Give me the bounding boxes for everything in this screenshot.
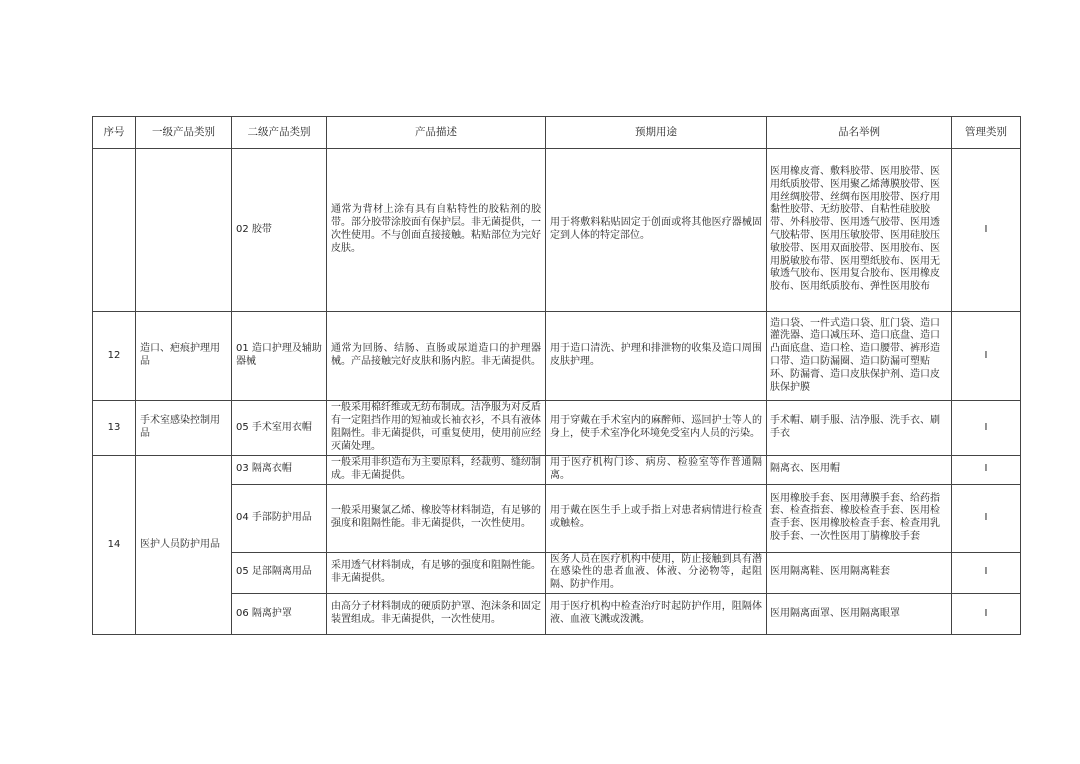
use-cell: 用于穿戴在手术室内的麻醉师、巡回护士等人的身上，使手术室净化环境免受室内人员的污染。 [546,401,767,456]
level2-cell: 05 足部隔离用品 [232,552,327,593]
header-management-class: 管理类别 [952,117,1021,149]
description-cell: 采用透气材料制成，有足够的强度和阻隔性能。非无菌提供。 [327,552,546,593]
level2-cell: 06 隔离护罩 [232,593,327,634]
header-intended-use: 预期用途 [546,117,767,149]
examples-cell: 隔离衣、医用帽 [767,456,952,485]
use-cell: 用于戴在医生手上或手指上对患者病情进行检查或触检。 [546,484,767,552]
use-cell: 医务人员在医疗机构中使用，防止接触到具有潜在感染性的患者血液、体液、分泌物等，起阻隔、防护作用。 [546,552,767,593]
class-cell: I [952,484,1021,552]
class-cell: I [952,552,1021,593]
serial-cell: 14 [93,456,136,635]
examples-cell: 医用橡胶手套、医用薄膜手套、给药指套、检查指套、橡胶检查手套、医用检查手套、医用橡胶检查手套、检查用乳胶手套、一次性医用丁腈橡胶手套 [767,484,952,552]
level2-cell: 02 胶带 [232,149,327,312]
description-cell: 通常为背材上涂有具有自粘特性的胶粘剂的胶带。部分胶带涂胶面有保护层。非无菌提供，一次性使用。不与创面直接接触。粘贴部位为完好皮肤。 [327,149,546,312]
level2-cell: 01 造口护理及辅助器械 [232,312,327,401]
examples-cell: 医用橡皮膏、敷料胶带、医用胶带、医用纸质胶带、医用聚乙烯薄膜胶带、医用丝绸胶带、丝绸布医用胶带、医疗用黏性胶带、无纺胶带、自粘性硅胶胶带、外科胶带、医用透气胶带、医用透气胶粘带、医用压敏胶带、医用硅胶压敏胶带、医用双面胶带、医用胶布、医用脱敏胶布带、医用塑纸胶布、医用无敏透气胶布、医用复合胶布、医用橡皮胶布、医用纸质胶布、弹性医用胶布 [767,149,952,312]
header-row [93,117,1021,149]
description-cell: 一般采用聚氯乙烯、橡胶等材料制造，有足够的强度和阻隔性能。非无菌提供，一次性使用。 [327,484,546,552]
description-cell: 通常为回肠、结肠、直肠或尿道造口的护理器械。产品接触完好皮肤和肠内腔。非无菌提供。 [327,312,546,401]
description-cell: 一般采用非织造布为主要原料，经裁剪、缝纫制成。非无菌提供。 [327,456,546,485]
examples-cell: 医用隔离面罩、医用隔离眼罩 [767,593,952,634]
class-cell: I [952,312,1021,401]
header-serial: 序号 [93,117,136,149]
table-row [93,456,1021,485]
serial-cell: 12 [93,312,136,401]
examples-cell: 造口袋、一件式造口袋、肛门袋、造口灌洗器、造口减压环、造口底盘、造口凸面底盘、造口栓、造口腰带、裤形造口带、造口防漏圈、造口防漏可塑贴环、防漏膏、造口皮肤保护剂、造口皮肤保护膜 [767,312,952,401]
use-cell: 用于造口清洗、护理和排泄物的收集及造口周围皮肤护理。 [546,312,767,401]
examples-cell: 医用隔离鞋、医用隔离鞋套 [767,552,952,593]
header-level2-category: 二级产品类别 [232,117,327,149]
use-cell: 用于将敷料粘贴固定于创面或将其他医疗器械固定到人体的特定部位。 [546,149,767,312]
level1-cell: 造口、疤痕护理用品 [136,312,232,401]
description-cell: 由高分子材料制成的硬质防护罩、泡沫条和固定装置组成。非无菌提供，一次性使用。 [327,593,546,634]
level1-cell: 手术室感染控制用品 [136,401,232,456]
level1-cell [136,149,232,312]
use-cell: 用于医疗机构门诊、病房、检验室等作普通隔离。 [546,456,767,485]
header-level1-category: 一级产品类别 [136,117,232,149]
class-cell: I [952,593,1021,634]
class-cell: I [952,401,1021,456]
serial-cell [93,149,136,312]
examples-cell: 手术帽、刷手服、洁净服、洗手衣、刷手衣 [767,401,952,456]
table-row [93,312,1021,401]
table-row [93,593,1021,634]
header-examples: 品名举例 [767,117,952,149]
description-cell: 一般采用棉纤维或无纺布制成。洁净服为对反盾有一定阻挡作用的短袖或长袖衣衫，不具有液体阻隔性。非无菌提供，可重复使用，使用前应经灭菌处理。 [327,401,546,456]
level2-cell: 05 手术室用衣帽 [232,401,327,456]
serial-cell: 13 [93,401,136,456]
class-cell: I [952,456,1021,485]
table-row [93,552,1021,593]
table-row [93,401,1021,456]
table-row [93,149,1021,312]
level2-cell: 03 隔离衣帽 [232,456,327,485]
level2-cell: 04 手部防护用品 [232,484,327,552]
level1-cell: 医护人员防护用品 [136,456,232,635]
product-classification-table [92,116,1021,635]
table-row [93,484,1021,552]
header-description: 产品描述 [327,117,546,149]
use-cell: 用于医疗机构中检查治疗时起防护作用，阻隔体液、血液飞溅或泼溅。 [546,593,767,634]
class-cell: I [952,149,1021,312]
